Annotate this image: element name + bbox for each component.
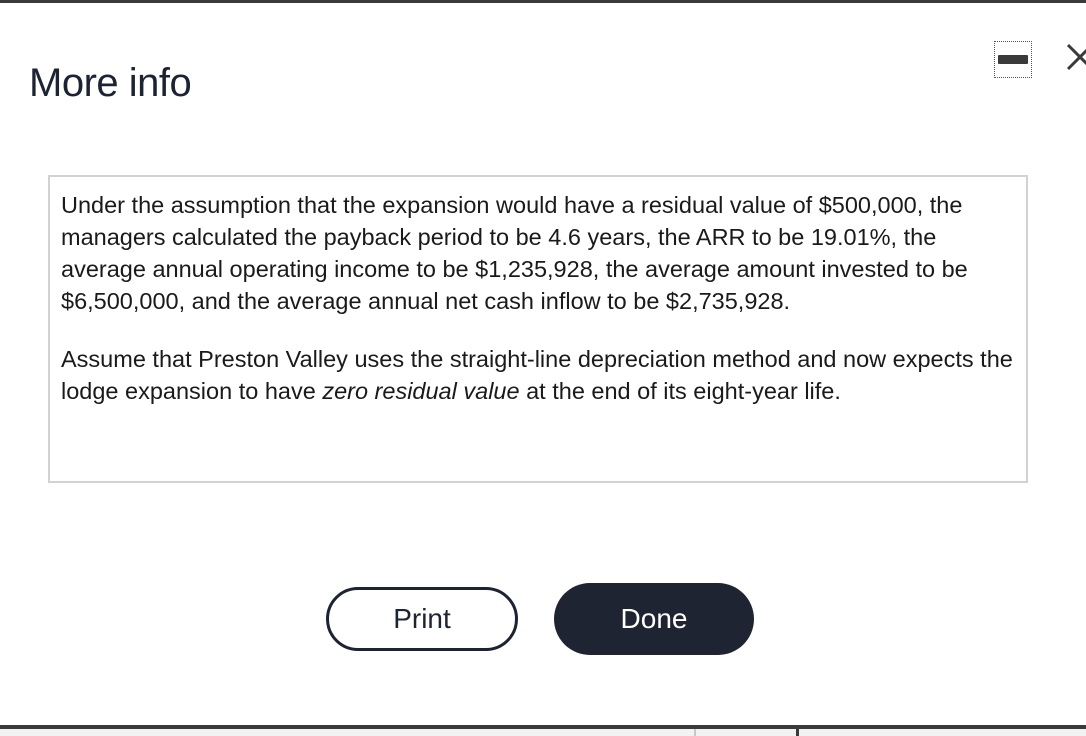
done-button[interactable]: Done — [554, 583, 754, 655]
info-paragraph-2 — [61, 343, 1016, 407]
footer-bar — [0, 725, 1086, 736]
info-paragraph-2-start: Assume that Preston Valley uses the straight-line depreciation method and now expects the lodge expansion to have — [61, 346, 1013, 404]
close-button[interactable] — [1062, 41, 1086, 73]
dialog-title: More info — [29, 61, 192, 105]
info-text-box — [48, 175, 1028, 483]
info-paragraph-2-end: at the end of its eight-year life. — [519, 378, 841, 404]
footer-divider — [694, 729, 696, 736]
print-button[interactable]: Print — [326, 587, 518, 651]
info-paragraph-1: Under the assumption that the expansion would have a residual value of $500,000, the managers calculated the payback period to be 4.6 years, the ARR to be 19.01%, the average annual operating income to be $1,235,928, the average amount invested to be $6,500,000, and the average annual net cash inflow to be $2,735,928. — [61, 192, 968, 314]
close-icon — [1062, 41, 1086, 73]
info-paragraph-2-emphasis: zero residual value — [322, 378, 520, 404]
footer-divider — [796, 729, 799, 736]
minimize-button[interactable] — [994, 41, 1032, 78]
minimize-icon — [998, 55, 1028, 64]
